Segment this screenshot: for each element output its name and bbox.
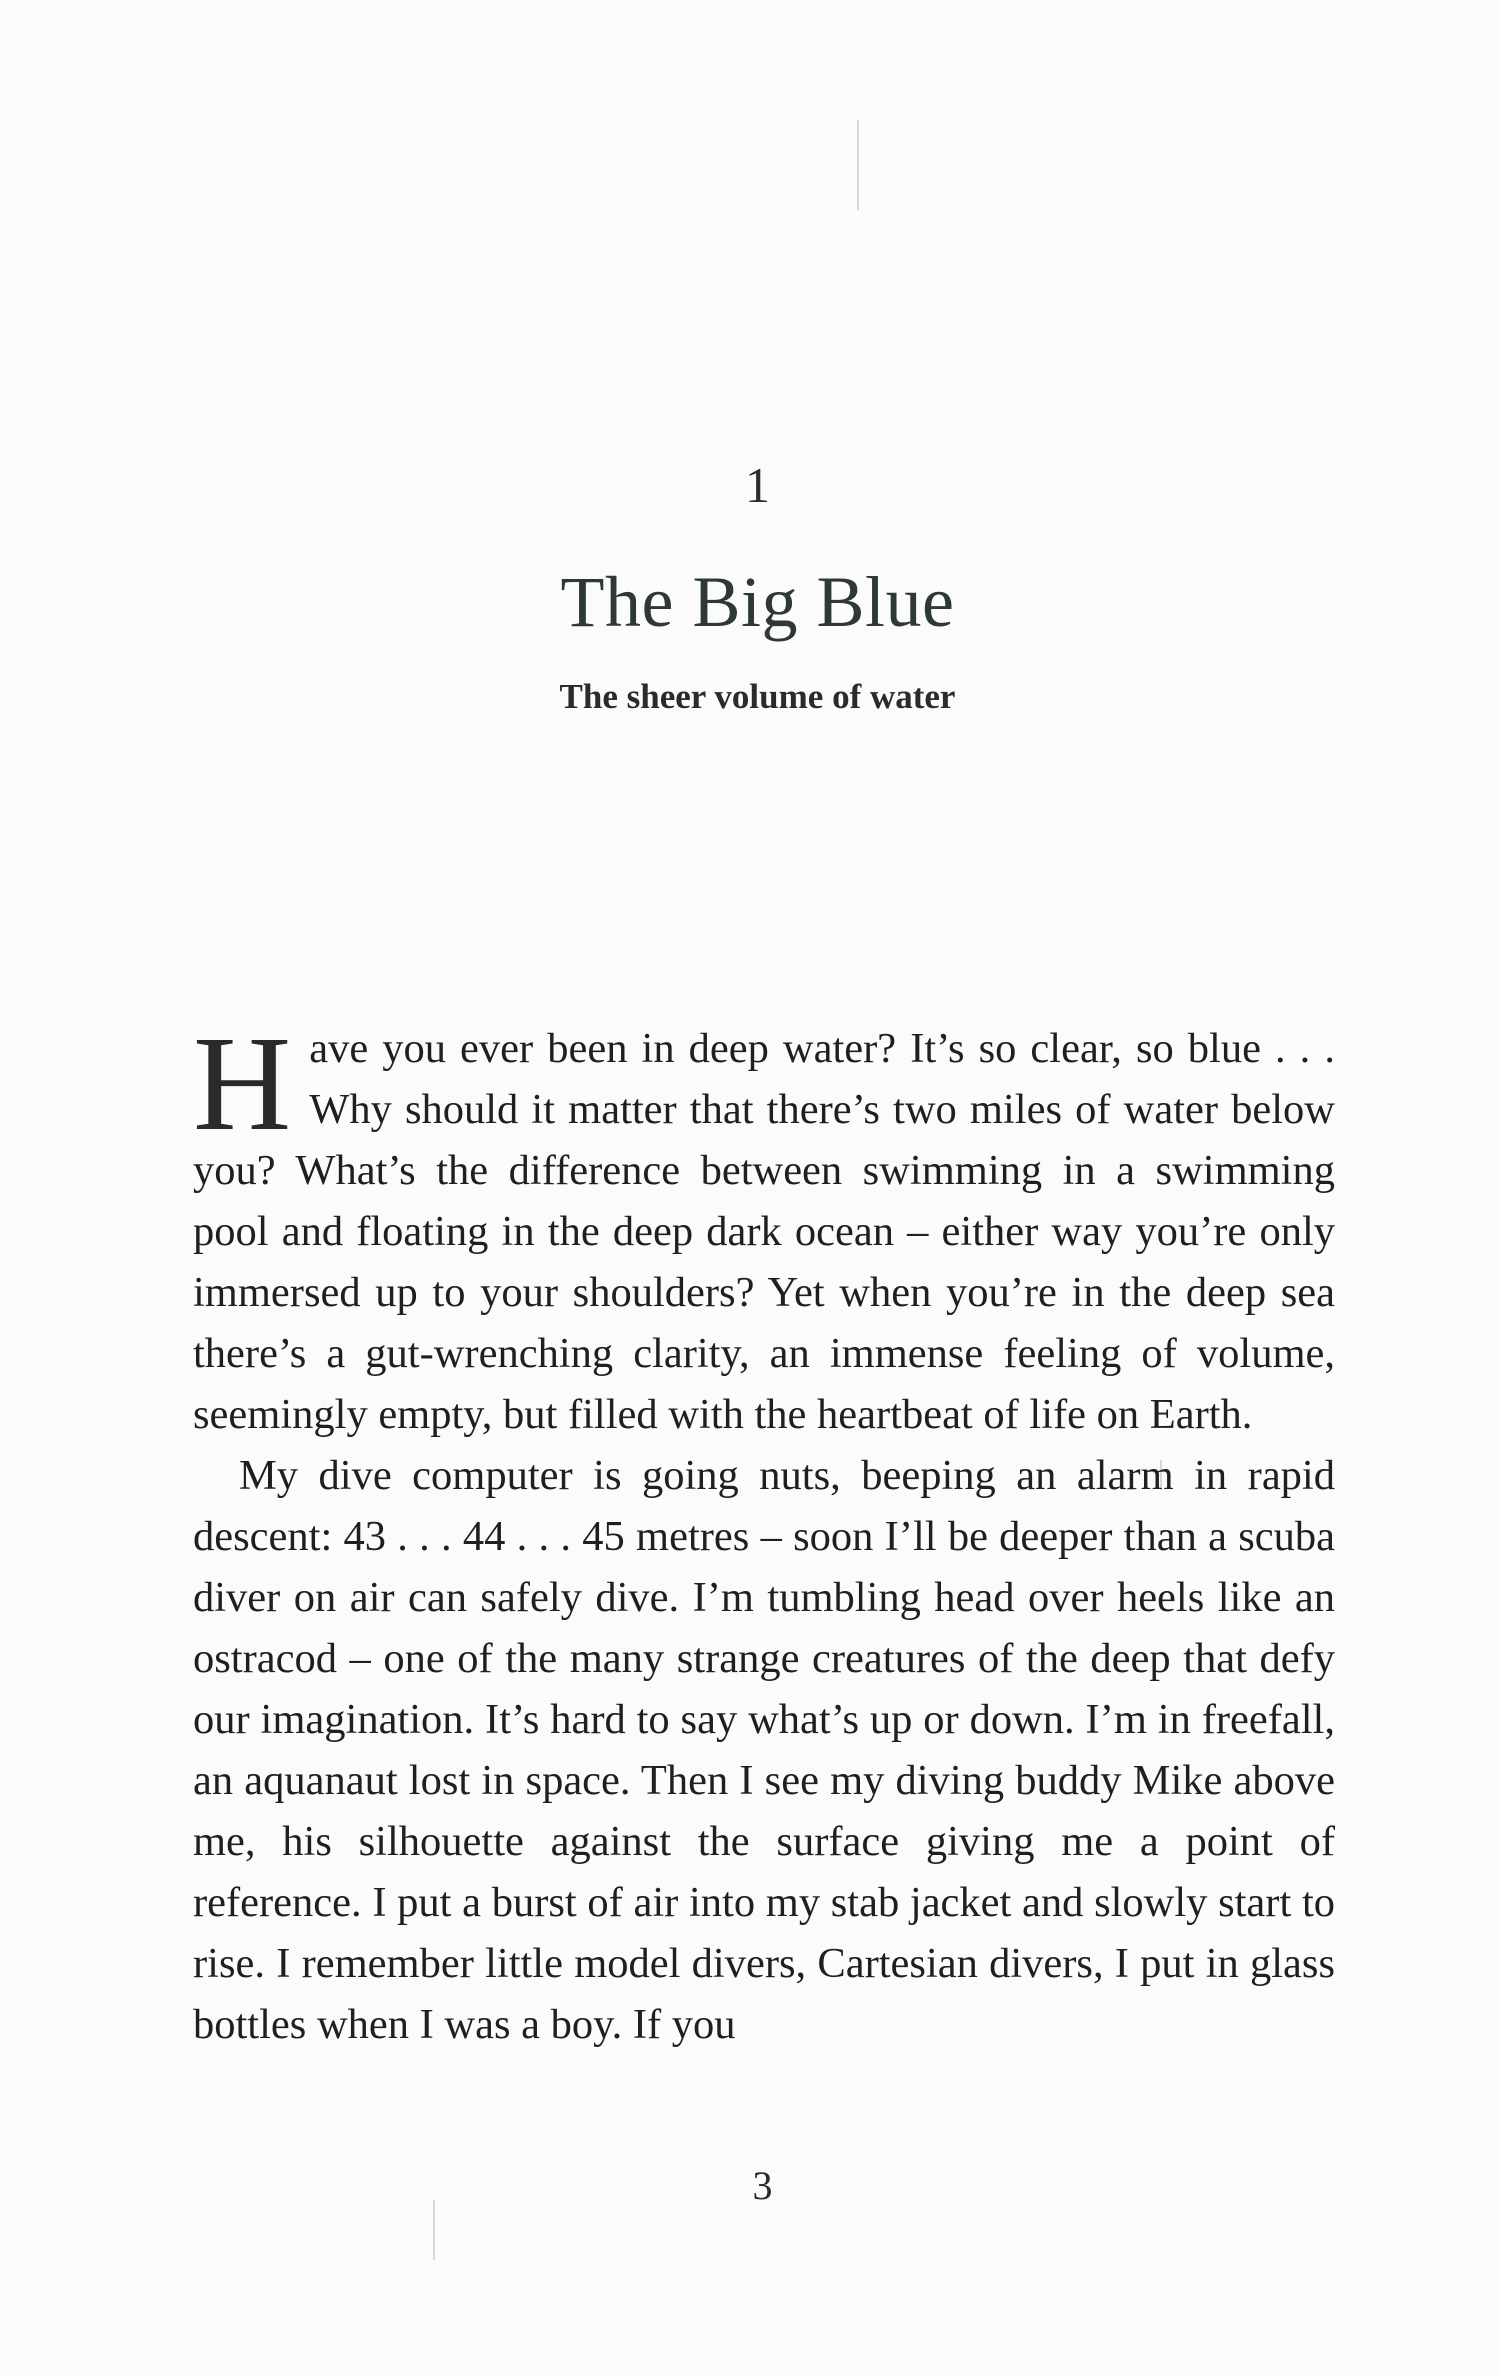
paragraph-1-text: ave you ever been in deep water? It’s so clear, so blue . . . Why should it matter that there’s two miles of water below you? What’s the difference between swimming in a swimming pool and floating in the deep dark ocean – either way you’re only immersed up to your shoulders? Yet when you’re in the deep sea there’s a gut-wrenching clarity, an immense feeling of volume, seemingly empty, but filled with the heartbeat of life on Earth. [193,1025,1335,1438]
chapter-title: The Big Blue [560,562,955,642]
chapter-number: 1 [745,457,770,513]
chapter-subtitle: The sheer volume of water [559,677,956,716]
body-text [193,1009,1335,2055]
paragraph-2: My dive computer is going nuts, beeping an alarm in rapid descent: 43 . . . 44 . . . 45 metres – soon I’ll be deeper than a scuba diver on air can safely dive. I’m tumbling head over heels like an ostracod – one of the many strange creatures of the deep that defy our imagination. It’s hard to say what’s up or down. I’m in freefall, an aquanaut lost in space. Then I see my diving buddy Mike above me, his silhouette against the surface giving me a point of reference. I put a burst of air into my stab jacket and slowly start to rise. I remember little model divers, Cartesian divers, I put in glass bottles when I was a boy. If you [193,1452,1335,2048]
drop-cap: H [193,1009,292,1159]
page-number: 3 [752,2163,773,2208]
paragraph-1 [193,1009,1335,1445]
scan-mark [857,120,859,210]
